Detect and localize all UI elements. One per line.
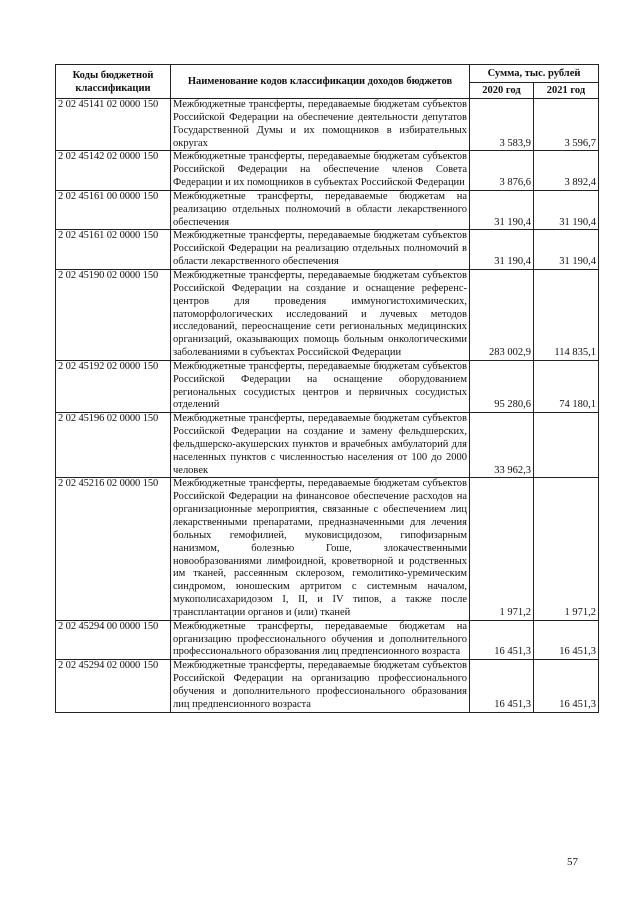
row-sum-2020: 33 962,3 <box>470 413 534 478</box>
row-code: 2 02 45161 02 0000 150 <box>56 230 171 270</box>
header-sum: Сумма, тыс. рублей <box>470 65 599 83</box>
row-code: 2 02 45141 02 0000 150 <box>56 99 171 151</box>
row-code: 2 02 45190 02 0000 150 <box>56 269 171 360</box>
row-name: Межбюджетные трансферты, передаваемые бюджетам субъектов Российской Федерации на создание и оснащение референс-центров для проведения иммуногистохимических, патоморфологических исследований и лучевых методов исследований, переоснащение сети региональных медицинских организаций, оказывающих помощь больным онкологическими заболеваниями в субъектах Российской Федерации <box>171 269 470 360</box>
row-sum-2020: 283 002,9 <box>470 269 534 360</box>
header-name: Наименование кодов классификации доходов бюджетов <box>171 65 470 99</box>
table-row <box>56 190 599 230</box>
row-sum-2021: 31 190,4 <box>534 230 599 270</box>
row-sum-2021: 16 451,3 <box>534 620 599 660</box>
budget-table <box>55 64 599 713</box>
table-row <box>56 151 599 191</box>
row-name: Межбюджетные трансферты, передаваемые бюджетам субъектов Российской Федерации на организацию профессионального обучения и дополнительного профессионального образования лиц предпенсионного возраста <box>171 660 470 712</box>
row-sum-2021: 114 835,1 <box>534 269 599 360</box>
row-name: Межбюджетные трансферты, передаваемые бюджетам на реализацию отдельных полномочий в области лекарственного обеспечения <box>171 190 470 230</box>
row-name: Межбюджетные трансферты, передаваемые бюджетам на организацию профессионального обучения и дополнительного профессионального образования лиц предпенсионного возраста <box>171 620 470 660</box>
row-code: 2 02 45142 02 0000 150 <box>56 151 171 191</box>
row-sum-2020: 16 451,3 <box>470 620 534 660</box>
row-name: Межбюджетные трансферты, передаваемые бюджетам субъектов Российской Федерации на финансовое обеспечение расходов на организационные мероприятия, связанные с обеспечением лиц лекарственными препаратами, предназначенными для лечения больных гемофилией, муковисцидозом, гипофизарным нанизмом, болезнью Гоше, злокачественными новообразованиями лимфоидной, кроветворной и родственных им тканей, рассеянным склерозом, гемолитико-уремическим синдромом, юношеским артритом с системным началом, мукополисахаридозом I, II, и IV типов, а также после трансплантации органов и (или) тканей <box>171 478 470 620</box>
row-sum-2020: 16 451,3 <box>470 660 534 712</box>
header-year-2020: 2020 год <box>470 83 534 99</box>
row-name: Межбюджетные трансферты, передаваемые бюджетам субъектов Российской Федерации на обеспечение членов Совета Федерации и их помощников в субъектах Российской Федерации <box>171 151 470 191</box>
row-code: 2 02 45216 02 0000 150 <box>56 478 171 620</box>
table-row <box>56 360 599 412</box>
row-sum-2021: 74 180,1 <box>534 360 599 412</box>
row-sum-2021: 3 596,7 <box>534 99 599 151</box>
table-row <box>56 620 599 660</box>
row-sum-2021: 3 892,4 <box>534 151 599 191</box>
row-name: Межбюджетные трансферты, передаваемые бюджетам субъектов Российской Федерации на обеспечение деятельности депутатов Государственной Думы и их помощников в избирательных округах <box>171 99 470 151</box>
row-sum-2021: 31 190,4 <box>534 190 599 230</box>
table-row <box>56 478 599 620</box>
table-header-row <box>56 65 599 83</box>
row-name: Межбюджетные трансферты, передаваемые бюджетам субъектов Российской Федерации на реализацию отдельных полномочий в области лекарственного обеспечения <box>171 230 470 270</box>
row-name: Межбюджетные трансферты, передаваемые бюджетам субъектов Российской Федерации на создание и замену фельдшерских, фельдшерско-акушерских пунктов и врачебных амбулаторий для населенных пунктов с численностью населения от 100 до 2000 человек <box>171 413 470 478</box>
table-row <box>56 413 599 478</box>
row-code: 2 02 45196 02 0000 150 <box>56 413 171 478</box>
row-code: 2 02 45161 00 0000 150 <box>56 190 171 230</box>
row-code: 2 02 45294 00 0000 150 <box>56 620 171 660</box>
row-sum-2020: 95 280,6 <box>470 360 534 412</box>
row-sum-2020: 31 190,4 <box>470 230 534 270</box>
row-sum-2020: 3 876,6 <box>470 151 534 191</box>
row-sum-2020: 1 971,2 <box>470 478 534 620</box>
header-code: Коды бюджетной классификации <box>56 65 171 99</box>
row-name: Межбюджетные трансферты, передаваемые бюджетам субъектов Российской Федерации на оснащение оборудованием региональных сосудистых центров и первичных сосудистых отделений <box>171 360 470 412</box>
row-sum-2021: 16 451,3 <box>534 660 599 712</box>
row-sum-2020: 31 190,4 <box>470 190 534 230</box>
row-sum-2021: 1 971,2 <box>534 478 599 620</box>
table-row <box>56 230 599 270</box>
row-sum-2020: 3 583,9 <box>470 99 534 151</box>
header-year-2021: 2021 год <box>534 83 599 99</box>
table-row <box>56 269 599 360</box>
table-row <box>56 660 599 712</box>
row-code: 2 02 45192 02 0000 150 <box>56 360 171 412</box>
table-row <box>56 99 599 151</box>
page-number: 57 <box>567 856 578 868</box>
row-sum-2021 <box>534 413 599 478</box>
row-code: 2 02 45294 02 0000 150 <box>56 660 171 712</box>
